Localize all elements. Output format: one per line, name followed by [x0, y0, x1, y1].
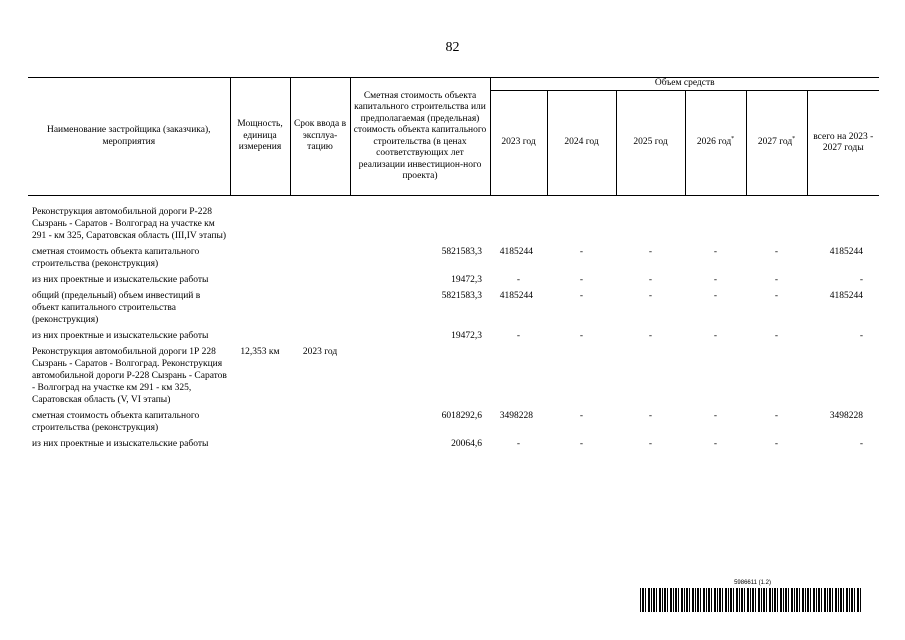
row-2024: -: [579, 439, 584, 449]
table-row: [28, 290, 879, 330]
row-commission: [290, 330, 350, 346]
row-capacity: 12,353 км: [240, 347, 280, 357]
row-total: [807, 346, 879, 410]
row-name: из них проектные и изыскательские работы: [32, 331, 209, 341]
row-total: -: [859, 275, 863, 285]
row-capacity: [230, 330, 290, 346]
row-2025: [616, 346, 685, 410]
row-cost: 5821583,3: [441, 291, 482, 301]
table-row: [28, 330, 879, 346]
row-2026: -: [713, 439, 718, 449]
row-capacity: [230, 290, 290, 330]
row-cost: [350, 206, 490, 246]
budget-table: [28, 77, 879, 454]
row-commission: [290, 206, 350, 246]
header-funds-group: Объем средств: [490, 78, 879, 91]
table-row: [28, 206, 879, 246]
header-total: всего на 2023 - 2027 годы: [807, 91, 879, 196]
header-year-2024: 2024 год: [547, 91, 616, 196]
row-2027: -: [774, 331, 779, 341]
header-year-2025: 2025 год: [616, 91, 685, 196]
row-total: 3498228: [829, 411, 863, 421]
row-capacity: [230, 206, 290, 246]
row-2023: -: [516, 275, 521, 285]
row-2027: -: [774, 291, 779, 301]
row-commission: [290, 438, 350, 454]
row-name: сметная стоимость объекта капитального строительства (реконструкция): [32, 247, 200, 269]
row-2025: -: [648, 411, 653, 421]
row-cost: 20064,6: [451, 439, 482, 449]
row-2025: -: [648, 275, 653, 285]
table-row: [28, 410, 879, 438]
row-2027: -: [774, 439, 779, 449]
page-number: 82: [445, 40, 460, 55]
header-commission: Срок ввода в эксплуа-тацию: [290, 78, 350, 196]
row-2026: [685, 206, 746, 246]
row-commission: [290, 410, 350, 438]
row-cost: 19472,3: [451, 275, 482, 285]
table-spacer: [28, 196, 879, 207]
row-total: [807, 206, 879, 246]
barcode: [640, 588, 861, 612]
row-2024: -: [579, 411, 584, 421]
row-commission: [290, 246, 350, 274]
row-2026: -: [713, 411, 718, 421]
row-2023: 4185244: [499, 291, 533, 301]
row-2023: -: [516, 331, 521, 341]
header-year-2026-label: 2026 год: [696, 137, 732, 148]
row-name: из них проектные и изыскательские работы: [32, 275, 209, 285]
header-cost: Сметная стоимость объекта капитального строительства или предполагаемая (предельная) стоимость объекта капитального строительства (в ценах соответствующих лет реализации инвестицион-ного проекта): [350, 78, 490, 196]
row-2024: -: [579, 275, 584, 285]
header-year-2026: [685, 91, 746, 196]
header-name: Наименование застройщика (заказчика), мероприятия: [28, 78, 230, 196]
table-row: [28, 246, 879, 274]
row-capacity: [230, 438, 290, 454]
row-capacity: [230, 410, 290, 438]
row-2027: -: [774, 275, 779, 285]
row-name: Реконструкция автомобильной дороги Р-228 Сызрань - Саратов - Волгоград на участке км 291 - км 325, Саратовская область (III,IV этапы): [32, 207, 226, 241]
row-name: сметная стоимость объекта капитального строительства (реконструкция): [32, 411, 200, 433]
row-2023: 3498228: [499, 411, 533, 421]
row-commission: 2023 год: [302, 347, 338, 357]
row-2025: -: [648, 291, 653, 301]
row-commission: [290, 290, 350, 330]
header-year-2023: 2023 год: [490, 91, 547, 196]
row-capacity: [230, 246, 290, 274]
table-row: [28, 438, 879, 454]
row-2025: -: [648, 247, 653, 257]
row-2024: -: [579, 247, 584, 257]
table-row: [28, 346, 879, 410]
row-2027: -: [774, 411, 779, 421]
footnote-mark: *: [731, 136, 735, 143]
row-2026: -: [713, 275, 718, 285]
row-2026: -: [713, 247, 718, 257]
row-total: -: [859, 439, 863, 449]
row-cost: 6018292,6: [441, 411, 482, 421]
row-2024: [547, 206, 616, 246]
header-capacity: Мощность, единица измерения: [230, 78, 290, 196]
row-2025: -: [648, 439, 653, 449]
row-2026: [685, 346, 746, 410]
header-year-2027: [746, 91, 807, 196]
row-cost: [350, 346, 490, 410]
row-2024: [547, 346, 616, 410]
row-total: 4185244: [829, 291, 863, 301]
row-total: -: [859, 331, 863, 341]
row-2026: -: [713, 291, 718, 301]
row-2024: -: [579, 291, 584, 301]
row-2027: [746, 346, 807, 410]
row-commission: [290, 274, 350, 290]
barcode-label: 5986611 (1.2): [734, 580, 771, 586]
barcode-block: [640, 579, 861, 614]
row-name: общий (предельный) объем инвестиций в объект капитального строительства (реконструкция): [32, 291, 201, 325]
row-2023: -: [516, 439, 521, 449]
row-2025: -: [648, 331, 653, 341]
row-cost: 19472,3: [451, 331, 482, 341]
row-2025: [616, 206, 685, 246]
row-2024: -: [579, 331, 584, 341]
footnote-mark: *: [792, 136, 796, 143]
row-name: Реконструкция автомобильной дороги 1Р 228 Сызрань - Саратов - Волгоград. Реконструкция автомобильной дороги Р-228 Сызрань - Саратов - Волгоград на участке км 291 - км 325, Саратовская область (V, VI этапы): [32, 347, 227, 405]
row-total: 4185244: [829, 247, 863, 257]
header-year-2027-label: 2027 год: [757, 137, 793, 148]
row-2027: -: [774, 247, 779, 257]
row-2027: [746, 206, 807, 246]
row-2023: [490, 206, 547, 246]
row-name: из них проектные и изыскательские работы: [32, 439, 209, 449]
row-2023: 4185244: [499, 247, 533, 257]
row-2026: -: [713, 331, 718, 341]
table-row: [28, 274, 879, 290]
row-cost: 5821583,3: [441, 247, 482, 257]
row-capacity: [230, 274, 290, 290]
row-2023: [490, 346, 547, 410]
